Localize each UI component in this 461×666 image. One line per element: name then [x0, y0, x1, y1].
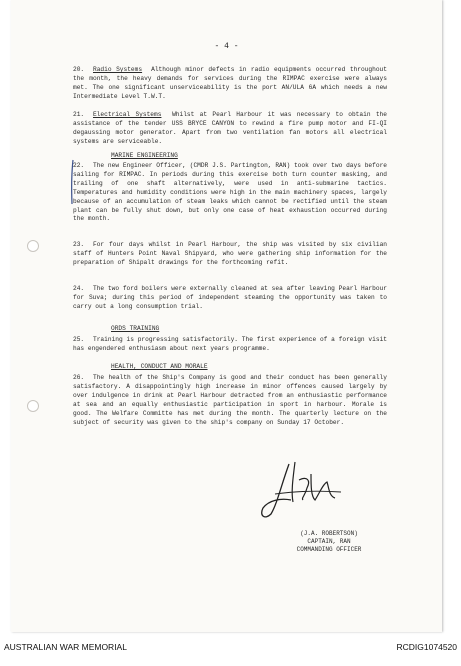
paragraph-text: Whilst at Pearl Harbour it was necessary to obtain the assistance of the tender USS BRYCE CANYON to rewind a fire pump motor and FI-QI degaussing motor generator. Apart from two ventilation fan motors all electrical systems are serviceable. [73, 111, 387, 145]
document-page [11, 0, 442, 632]
paragraph-number: 21. [73, 111, 85, 118]
page-number: - 4 - [214, 42, 239, 51]
paragraph-text: For four days whilst in Pearl Harbour, the ship was visited by six civilian staff of Hunters Point Naval Shipyard, who were gathering ship information for the preparation of Shipalt drawings for the forthcoming refit. [73, 241, 387, 266]
section-heading-health-conduct-morale: HEALTH, CONDUCT AND MORALE [111, 363, 208, 370]
signatory-position: COMMANDING OFFICER [296, 546, 362, 553]
punch-hole [27, 240, 39, 252]
paragraph-number: 23. [73, 241, 85, 248]
paragraph-number: 26. [73, 374, 85, 381]
paragraph-25 [73, 336, 387, 354]
paragraph-number: 20. [73, 66, 85, 73]
paragraph-text: The two ford boilers were externally cleaned at sea after leaving Pearl Harbour for Suva; during this period of independent steaming the opportunity was taken to carry out a long consumption trial. [73, 285, 387, 310]
archive-footer-right: RCDIG1074520 [396, 642, 457, 652]
paragraph-24 [73, 285, 387, 312]
paragraph-26 [73, 374, 387, 427]
paragraph-text: The new Engineer Officer, (CMDR J.S. Partington, RAN) took over two days before sailing for RIMPAC. In periods during this exercise both turn counter masking, and trailing of one shaft alternatively, were used in anti-submarine tactics. Temperatures and humidity conditions were high in the main machinery spaces, largely because of an accumulation of steam leaks which cannot be rectified until the steam plant can be fully shut down, but only one case of heat exhaustion occurred during the month. [73, 162, 387, 223]
paragraph-number: 22. [73, 162, 85, 169]
handwritten-signature [251, 456, 361, 526]
paragraph-23 [73, 241, 387, 268]
archive-footer-left: AUSTRALIAN WAR MEMORIAL [4, 642, 127, 652]
paragraph-22 [73, 162, 387, 224]
punch-hole [27, 400, 39, 412]
paragraph-number: 24. [73, 285, 85, 292]
section-heading-ords-training: ORDS TRAINING [111, 325, 160, 332]
signature-block [279, 530, 379, 554]
paragraph-title: Radio Systems [93, 66, 143, 73]
signatory-name: (J.A. ROBERTSON) [300, 530, 358, 537]
paragraph-number: 25. [73, 336, 85, 343]
paragraph-21 [73, 111, 387, 147]
paragraph-text: Although minor defects in radio equipments occurred throughout the month, the heavy demands for services during the RIMPAC exercise were always met. The one significant unserviceability is the port AN/ULA 6A which needs a new Intermediate Level T.W.T. [73, 66, 387, 100]
paragraph-20 [73, 66, 387, 102]
paragraph-title: Electrical Systems [93, 111, 162, 118]
signatory-rank: CAPTAIN, RAN [307, 538, 351, 545]
paragraph-text: The health of the Ship's Company is good and their conduct has been generally satisfactory. A disappointingly high increase in minor offences caused largely by over indulgence in drink at Pearl Harbour detracted from an enthusiastic performance at sea and an equally enthusiastic participation in sport in harbour. Morale is good. The Welfare Committe has met during the month. The quarterly lecture on the subject of security was given to the ship's company on Sunday 17 October. [73, 374, 387, 426]
section-heading-marine-engineering: MARINE ENGINEERING [111, 152, 178, 159]
paragraph-text: Training is progressing satisfactorily. The first experience of a foreign visit has engendered enthusiasm about next years programme. [73, 336, 387, 352]
